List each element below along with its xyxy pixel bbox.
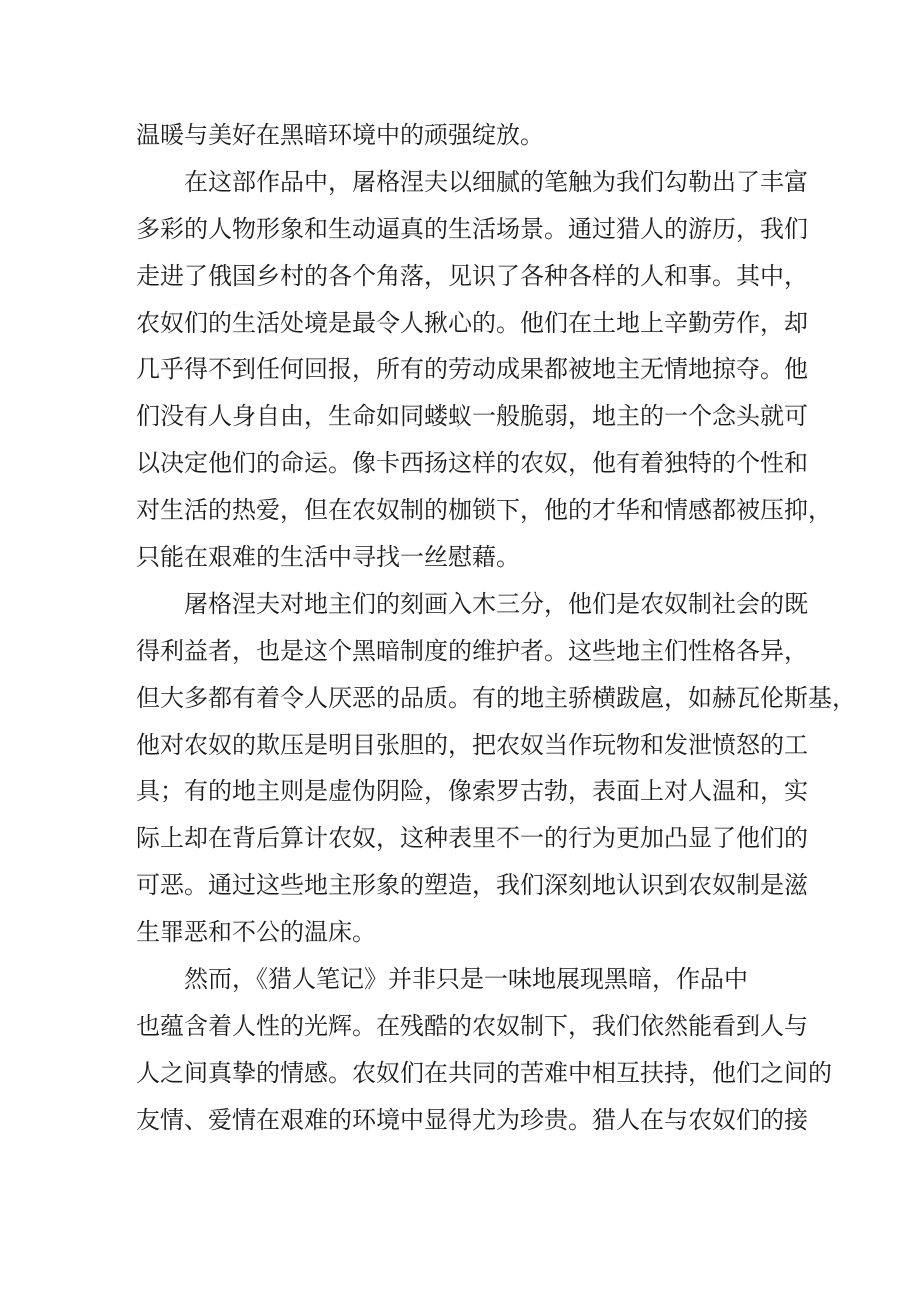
text-line: 具；有的地主则是虚伪阴险，像索罗古勃，表面上对人温和，实 <box>136 777 808 806</box>
text-line: 在这部作品中，屠格涅夫以细腻的笔触为我们勾勒出了丰富 <box>184 167 808 196</box>
text-line: 际上却在背后算计农奴，这种表里不一的行为更加凸显了他们的 <box>136 824 808 853</box>
text-line: 农奴们的生活处境是最令人揪心的。他们在土地上辛勤劳作，却 <box>136 308 808 337</box>
text-line: 们没有人身自由，生命如同蝼蚁一般脆弱，地主的一个念头就可 <box>136 402 808 431</box>
text-line: 然而，《猎人笔记》并非只是一味地展现黑暗，作品中 <box>184 965 748 994</box>
text-line: 得利益者，也是这个黑暗制度的维护者。这些地主们性格各异， <box>136 636 808 665</box>
text-line: 可恶。通过这些地主形象的塑造，我们深刻地认识到农奴制是滋 <box>136 871 808 900</box>
text-line: 对生活的热爱，但在农奴制的枷锁下，他的才华和情感都被压抑， <box>136 496 832 525</box>
text-line: 但大多都有着令人厌恶的品质。有的地主骄横跋扈，如赫瓦伦斯基， <box>136 683 856 712</box>
text-line: 也蕴含着人性的光辉。在残酷的农奴制下，我们依然能看到人与 <box>136 1011 808 1040</box>
text-line: 只能在艰难的生活中寻找一丝慰藉。 <box>136 543 520 572</box>
text-line: 生罪恶和不公的温床。 <box>136 918 376 947</box>
text-line: 走进了俄国乡村的各个角落，见识了各种各样的人和事。其中， <box>136 261 808 290</box>
text-line: 以决定他们的命运。像卡西扬这样的农奴，他有着独特的个性和 <box>136 449 808 478</box>
text-line: 几乎得不到任何回报，所有的劳动成果都被地主无情地掠夺。他 <box>136 355 808 384</box>
text-line: 人之间真挚的情感。农奴们在共同的苦难中相互扶持，他们之间的 <box>136 1058 832 1087</box>
text-line: 友情、爱情在艰难的环境中显得尤为珍贵。猎人在与农奴们的接 <box>136 1105 808 1134</box>
text-line: 屠格涅夫对地主们的刻画入木三分，他们是农奴制社会的既 <box>184 589 808 618</box>
text-line: 温暖与美好在黑暗环境中的顽强绽放。 <box>136 121 544 149</box>
body-text <box>136 112 856 1144</box>
text-line: 他对农奴的欺压是明目张胆的，把农奴当作玩物和发泄愤怒的工 <box>136 730 808 759</box>
text-line: 多彩的人物形象和生动逼真的生活场景。通过猎人的游历，我们 <box>136 214 808 243</box>
